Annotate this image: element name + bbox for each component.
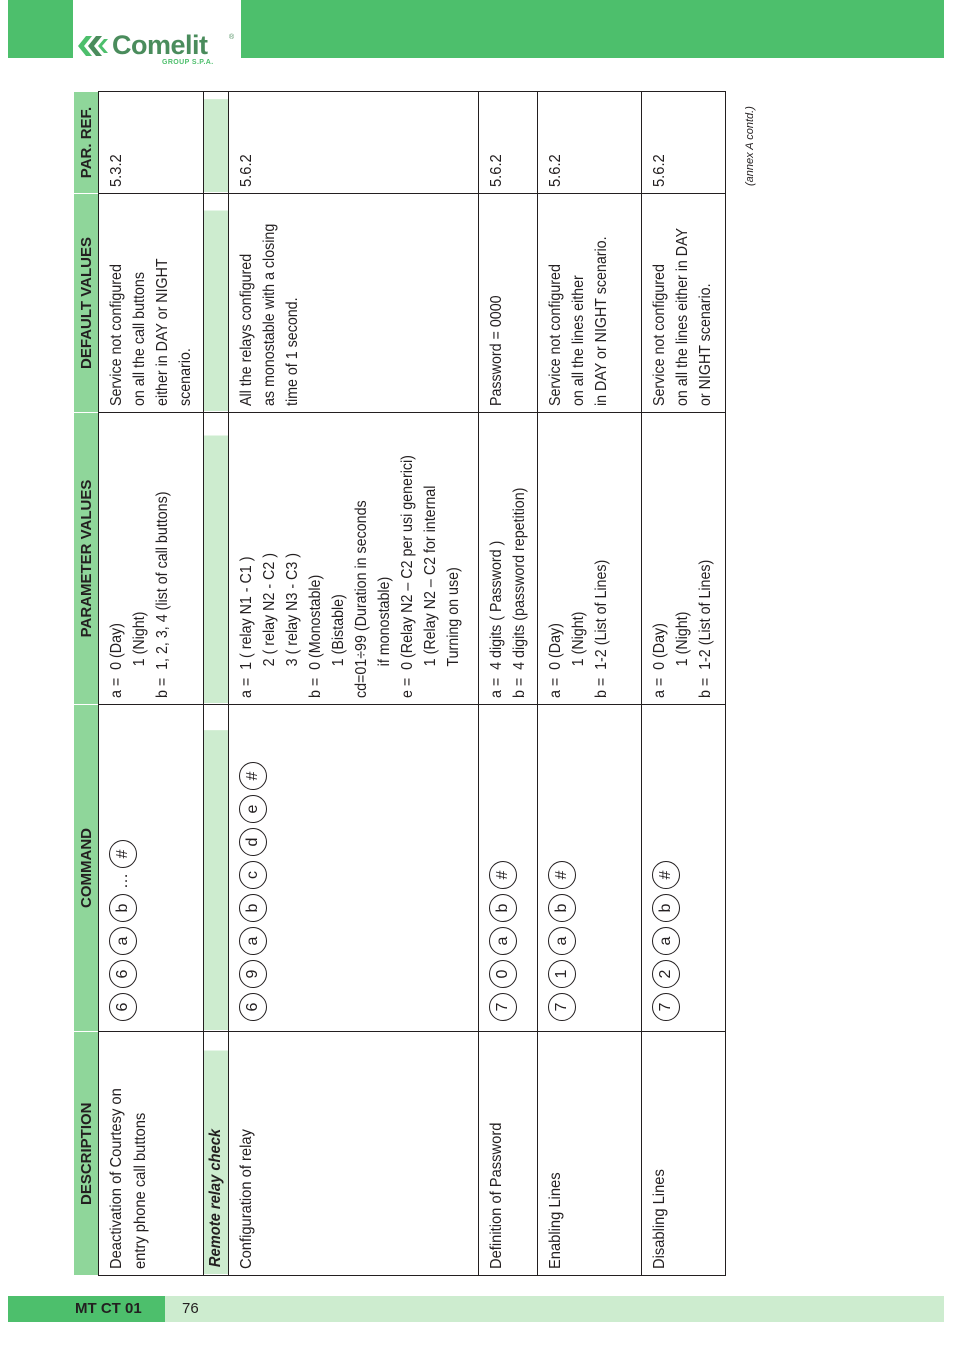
parameter-values-cell: a = 0 (Day) 1 (Night) b = 1-2 (List of Lines) <box>642 436 726 705</box>
table-row <box>642 92 726 1276</box>
key-b-icon: b <box>109 894 137 922</box>
column-header-command: COMMAND <box>74 705 99 1032</box>
default-values-cell: Service not configured on all the lines either in DAY or NIGHT scenario. <box>538 211 642 412</box>
key-b-icon: b <box>239 894 267 922</box>
column-header-parameter-values: PARAMETER VALUES <box>74 413 99 705</box>
page-number: 76 <box>182 1300 199 1317</box>
table-row <box>99 92 204 1276</box>
command-cell <box>229 705 479 1032</box>
column-header-default-values: DEFAULT VALUES <box>74 194 99 413</box>
key-a-icon: a <box>652 927 680 955</box>
parameter-values-cell: a = 0 (Day) 1 (Night) b = 1-2 (List of Lines) <box>538 436 642 705</box>
key-2-icon: 2 <box>652 960 680 988</box>
table-row <box>538 92 642 1276</box>
parameter-values-cell: a = 4 digits ( Password ) b = 4 digits (password repetition) <box>479 436 538 705</box>
key-a-icon: a <box>489 927 517 955</box>
key-0-icon: 0 <box>489 960 517 988</box>
key-7-icon: 7 <box>652 993 680 1021</box>
key-hash-icon: # <box>109 840 137 868</box>
registered-mark: ® <box>229 34 235 41</box>
command-cell <box>99 705 204 1032</box>
key-a-icon: a <box>109 927 137 955</box>
key-d-icon: d <box>239 828 267 856</box>
description-cell: Enabling Lines <box>538 1051 642 1275</box>
par-ref-cell: 5.6.2 <box>479 100 538 194</box>
key-b-icon: b <box>489 894 517 922</box>
table-row <box>479 92 538 1276</box>
key-c-icon: c <box>239 861 267 889</box>
par-ref-cell: 5.6.2 <box>538 100 642 194</box>
par-ref-cell: 5.6.2 <box>229 100 479 194</box>
key-e-icon: e <box>239 795 267 823</box>
key-hash-icon: # <box>239 762 267 790</box>
annex-note: (annex A contd.) <box>744 106 756 186</box>
command-cell <box>642 705 726 1032</box>
key-hash-icon: # <box>548 861 576 889</box>
description-cell: Disabling Lines <box>642 1051 726 1275</box>
par-ref-cell: 5.3.2 <box>99 100 204 194</box>
doc-id: MT CT 01 <box>75 1300 142 1317</box>
doc-id-box <box>8 1296 165 1322</box>
key-a-icon: a <box>548 927 576 955</box>
parameter-values-cell: a = 1 ( relay N1 - C1 ) 2 ( relay N2 - C2 ) 3 ( relay N3 - C3 ) b = 0 (Monostable) 1 (Bistable) cd=01÷99 (Duration in seconds if monostable) e = 0 (Relay N2 – C2 per usi generici) 1 (Relay N2 – C2 for internal Turning on use) <box>229 436 479 705</box>
default-values-cell: Service not configured on all the lines either in DAY or NIGHT scenario. <box>642 211 726 412</box>
default-values-cell: Password = 0000 <box>479 211 538 412</box>
command-cell <box>479 705 538 1032</box>
section-title: Remote relay check <box>204 1051 229 1275</box>
default-values-cell: All the relays configured as monostable with a closing time of 1 second. <box>229 211 479 412</box>
commands-table-container <box>74 92 730 1276</box>
ellipsis: … <box>114 873 132 889</box>
key-hash-icon: # <box>652 861 680 889</box>
default-values-cell: Service not configured on all the call buttons either in DAY or NIGHT scenario. <box>99 211 204 412</box>
commands-table <box>74 91 726 1276</box>
key-1-icon: 1 <box>548 960 576 988</box>
description-cell: Deactivation of Courtesy on entry phone call buttons <box>99 1051 204 1275</box>
description-cell: Configuration of relay <box>229 1051 479 1275</box>
table-header-row <box>74 92 99 1276</box>
key-6-icon: 6 <box>109 960 137 988</box>
key-a-icon: a <box>239 927 267 955</box>
key-hash-icon: # <box>489 861 517 889</box>
brand-group: GROUP S.P.A. <box>162 59 214 66</box>
column-header-par-ref: PAR. REF. <box>74 92 99 194</box>
comelit-logo-icon <box>76 34 110 58</box>
key-6-icon: 6 <box>109 993 137 1021</box>
key-b-icon: b <box>548 894 576 922</box>
column-header-description: DESCRIPTION <box>74 1032 99 1276</box>
description-cell: Definition of Password <box>479 1051 538 1275</box>
key-7-icon: 7 <box>548 993 576 1021</box>
key-7-icon: 7 <box>489 993 517 1021</box>
par-ref-cell: 5.6.2 <box>642 100 726 194</box>
key-6-icon: 6 <box>239 993 267 1021</box>
brand-name: Comelit <box>112 30 208 60</box>
parameter-values-cell: a = 0 (Day) 1 (Night) b = 1, 2, 3, 4 (list of call buttons) <box>99 436 204 705</box>
key-9-icon: 9 <box>239 960 267 988</box>
key-b-icon: b <box>652 894 680 922</box>
command-cell <box>538 705 642 1032</box>
table-row <box>229 92 479 1276</box>
section-row <box>204 92 229 1276</box>
